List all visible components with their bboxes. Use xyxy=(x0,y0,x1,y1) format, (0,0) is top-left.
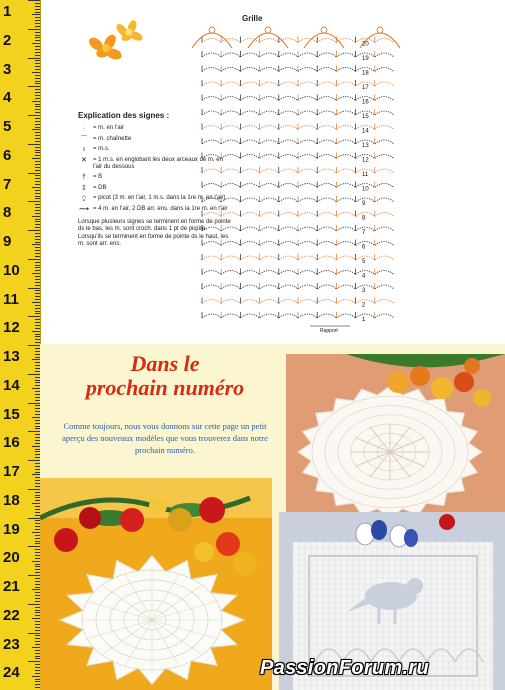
ruler-tick xyxy=(28,518,40,519)
ruler-tick xyxy=(35,207,40,208)
ruler-tick xyxy=(28,115,40,116)
ruler-tick xyxy=(35,155,40,156)
ruler-number: 12 xyxy=(3,319,20,337)
ruler-tick xyxy=(28,230,40,231)
watermark-text: PassionForum.ru xyxy=(260,657,429,679)
ruler-tick xyxy=(35,299,40,300)
ruler-tick xyxy=(35,138,40,139)
diagram-row-number: 11 xyxy=(362,172,369,178)
ruler-number: 13 xyxy=(3,348,20,365)
ruler-number: 9 xyxy=(3,233,12,250)
diagram-row-number: 16 xyxy=(362,99,369,106)
ruler-tick xyxy=(28,546,40,547)
ruler-tick xyxy=(32,474,40,475)
ruler-tick xyxy=(35,190,40,191)
headline-line-1: Dans le xyxy=(130,351,200,376)
ruler-tick xyxy=(35,141,40,142)
ruler-tick xyxy=(28,316,40,317)
ruler-number: 2 xyxy=(3,31,12,49)
ruler-tick xyxy=(28,173,40,174)
ruler-tick xyxy=(35,49,40,50)
ruler-tick xyxy=(35,290,40,291)
next-issue-headline xyxy=(54,352,276,400)
ruler-tick xyxy=(35,98,40,99)
ruler-tick xyxy=(35,95,40,96)
ruler-number: 7 xyxy=(3,175,12,193)
ruler-tick xyxy=(28,575,40,576)
diagram-row-number: 1 xyxy=(362,317,366,323)
ruler-tick xyxy=(35,247,40,248)
ruler-tick xyxy=(35,311,40,312)
ruler-tick xyxy=(35,150,40,151)
ruler-tick xyxy=(35,147,40,148)
legend-text: = m. en l'air xyxy=(93,125,124,132)
legend-symbol: ⟿ xyxy=(78,205,90,213)
ruler-tick xyxy=(35,81,40,82)
ruler-tick xyxy=(35,3,40,4)
ruler-tick xyxy=(35,233,40,234)
doily-photo-round xyxy=(40,478,272,690)
ruler-tick xyxy=(32,187,40,188)
ruler-tick xyxy=(32,101,40,102)
ruler-tick xyxy=(35,196,40,197)
ruler-number: 21 xyxy=(3,578,20,595)
legend-row xyxy=(78,146,232,153)
ruler-tick xyxy=(35,6,40,7)
ruler-tick xyxy=(35,75,40,76)
ruler-number: 8 xyxy=(3,204,12,222)
ruler-number: 14 xyxy=(3,376,20,394)
diagram-title: Grille xyxy=(242,14,263,23)
ruler-tick xyxy=(28,259,40,260)
diagram-row-number: 10 xyxy=(362,186,369,193)
diagram-row-number: 5 xyxy=(362,259,366,265)
ruler-tick xyxy=(35,213,40,214)
ruler-tick xyxy=(35,250,40,251)
ruler-tick xyxy=(35,109,40,110)
ruler-tick xyxy=(35,198,40,199)
ruler-tick xyxy=(35,106,40,107)
ruler-tick xyxy=(35,20,40,21)
ruler-tick xyxy=(35,308,40,309)
ruler-tick xyxy=(35,170,40,171)
diagram-row-number: 8 xyxy=(362,215,366,222)
ruler-tick xyxy=(32,589,40,590)
diagram-row-number: 3 xyxy=(362,288,366,294)
ruler-tick xyxy=(28,0,40,1)
ruler-tick xyxy=(35,227,40,228)
ruler-tick xyxy=(35,135,40,136)
ruler-tick xyxy=(32,647,40,648)
legend-row xyxy=(78,206,232,213)
diagram-row-number: 4 xyxy=(362,273,366,280)
ruler-tick xyxy=(32,72,40,73)
ruler-tick xyxy=(32,388,40,389)
ruler-tick xyxy=(35,193,40,194)
diagram-row-number: 13 xyxy=(362,143,369,149)
diagram-row-number: 17 xyxy=(362,85,369,91)
ruler-tick xyxy=(32,618,40,619)
ruler-tick xyxy=(28,403,40,404)
ruler-tick xyxy=(35,270,40,271)
ruler-tick xyxy=(35,175,40,176)
ruler-tick xyxy=(35,265,40,266)
diagram-row-number: 12 xyxy=(362,157,369,164)
ruler-tick xyxy=(35,23,40,24)
ruler-tick xyxy=(32,158,40,159)
diagram-row-number: 18 xyxy=(362,70,369,77)
ruler-tick xyxy=(35,279,40,280)
ruler-number: 19 xyxy=(3,520,20,538)
legend-row xyxy=(78,195,232,202)
diagram-row-number: 6 xyxy=(362,244,366,251)
ruler-tick xyxy=(28,489,40,490)
ruler-number: 5 xyxy=(3,118,12,135)
ruler-tick xyxy=(35,224,40,225)
ruler-tick xyxy=(35,9,40,10)
round-doily xyxy=(60,556,244,685)
ruler-tick xyxy=(32,503,40,504)
legend-symbol: ‡ xyxy=(82,184,86,192)
legend-text: = DB xyxy=(93,184,107,191)
diagram-row-number: 20 xyxy=(362,41,369,48)
ruler-tick xyxy=(28,374,40,375)
ruler-tick xyxy=(35,239,40,240)
ruler-tick xyxy=(35,66,40,67)
ruler-tick xyxy=(35,285,40,286)
ruler-tick xyxy=(32,43,40,44)
ruler-number: 16 xyxy=(3,434,20,452)
legend-row xyxy=(78,174,232,181)
ruler-tick xyxy=(32,417,40,418)
ruler-tick xyxy=(35,152,40,153)
ruler-number: 20 xyxy=(3,549,20,567)
ruler-tick xyxy=(35,112,40,113)
diagram-row-number: 7 xyxy=(362,230,366,236)
ruler-number: 24 xyxy=(3,664,20,682)
ruler-number: 10 xyxy=(3,261,20,279)
ruler-tick xyxy=(35,204,40,205)
ruler-tick xyxy=(35,293,40,294)
ruler-tick xyxy=(35,210,40,211)
ruler-tick xyxy=(35,305,40,306)
legend-text: = B xyxy=(93,174,103,181)
ruler-tick xyxy=(32,244,40,245)
ruler-tick xyxy=(35,40,40,41)
legend-symbol: ı xyxy=(83,146,85,154)
ruler-tick xyxy=(35,178,40,179)
ruler-number: 6 xyxy=(3,146,12,164)
ruler-tick xyxy=(32,302,40,303)
ruler-tick xyxy=(35,118,40,119)
next-issue-blurb: Comme toujours, nous vous donnons sur cette page un petit aperçu des nouveaux modèles que vous trouverez dans notre prochain numéro. xyxy=(62,421,268,455)
ruler-tick xyxy=(28,604,40,605)
flower-logo xyxy=(84,18,146,66)
ruler-tick xyxy=(35,219,40,220)
symbol-legend xyxy=(78,112,232,249)
ruler-tick xyxy=(32,331,40,332)
ruler-tick xyxy=(32,14,40,15)
ruler-tick xyxy=(35,92,40,93)
ruler-tick xyxy=(28,460,40,461)
doily-photo-table xyxy=(286,354,505,530)
legend-text: = 4 m. en l'air, 2 DB arr. ens. dans la 1re m. en l'air xyxy=(93,205,228,212)
ruler-tick xyxy=(35,167,40,168)
ruler-tick xyxy=(35,46,40,47)
ruler-tick xyxy=(35,313,40,314)
legend-text: = m.s. xyxy=(93,146,110,153)
diagram-top-scallops xyxy=(192,27,400,48)
legend-note: Lorsque plusieurs signes se terminent en forme de pointe ds le bas, les m. sont croch. dans 1 pt de piqûre. Lorsqu'ils se terminent en forme de pointe ds le haut, les m. sont arr. ens. xyxy=(78,219,231,248)
ruler-tick xyxy=(32,561,40,562)
ruler-tick xyxy=(35,104,40,105)
legend-row xyxy=(78,125,232,132)
ruler-tick xyxy=(35,32,40,33)
legend-symbol: ⌒ xyxy=(80,135,88,143)
ruler-tick xyxy=(32,532,40,533)
ruler-tick xyxy=(35,164,40,165)
ruler-tick xyxy=(35,282,40,283)
diagram-row-number: 15 xyxy=(362,114,369,120)
ruler-tick xyxy=(28,201,40,202)
ruler-tick xyxy=(35,127,40,128)
ruler-tick xyxy=(35,63,40,64)
legend-symbol: ✕ xyxy=(81,156,87,164)
ruler-tick xyxy=(35,336,40,337)
legend-row xyxy=(78,185,232,192)
ruler-tick xyxy=(28,633,40,634)
legend-row xyxy=(78,157,232,172)
rapport-label: Rapport xyxy=(320,328,338,334)
ruler-number: 18 xyxy=(3,491,20,509)
ruler-number: 3 xyxy=(3,60,12,78)
diagram-row-number: 9 xyxy=(362,201,366,207)
ruler-tick xyxy=(35,60,40,61)
ruler-tick xyxy=(28,431,40,432)
ruler-number: 11 xyxy=(3,290,19,308)
ruler-tick xyxy=(35,124,40,125)
ruler-tick xyxy=(35,322,40,323)
ruler-tick xyxy=(35,256,40,257)
ruler-tick xyxy=(28,29,40,30)
legend-text: = m. chaînette xyxy=(93,135,132,142)
ruler-tick xyxy=(28,86,40,87)
ruler-tick xyxy=(35,26,40,27)
ruler-tick xyxy=(35,342,40,343)
ruler-tick xyxy=(35,181,40,182)
ruler-tick xyxy=(32,359,40,360)
ruler-tick xyxy=(35,12,40,13)
legend-text: = picot (3 m. en l'air, 1 m.s. dans la 1re m. en l'air) xyxy=(93,195,226,202)
ruler-tick xyxy=(35,89,40,90)
ruler-tick xyxy=(35,267,40,268)
ruler-tick xyxy=(35,69,40,70)
diagram-row-number: 19 xyxy=(362,56,369,62)
ruler-tick xyxy=(28,345,40,346)
ruler-tick xyxy=(28,58,40,59)
ruler-tick xyxy=(35,132,40,133)
ruler-tick xyxy=(32,446,40,447)
ruler-tick xyxy=(35,78,40,79)
legend-symbol: · xyxy=(82,125,86,133)
ruler-tick xyxy=(35,121,40,122)
ruler-tick xyxy=(35,236,40,237)
ruler-tick xyxy=(35,319,40,320)
ruler-tick xyxy=(35,184,40,185)
ruler-tick xyxy=(28,661,40,662)
ruler-tick xyxy=(32,129,40,130)
ruler-tick xyxy=(35,83,40,84)
ruler-tick xyxy=(35,242,40,243)
ruler-number: 1 xyxy=(3,3,12,20)
legend-text: = 1 m.s. en englobant les deux arceaux de m. en l'air du dessous xyxy=(93,156,223,171)
diagram-row-number: 2 xyxy=(362,302,366,309)
rose-icon xyxy=(439,514,455,530)
ruler-number: 15 xyxy=(3,405,20,423)
ruler-tick xyxy=(35,328,40,329)
ruler-tick xyxy=(35,161,40,162)
ruler-tick xyxy=(32,216,40,217)
legend-symbol: † xyxy=(82,174,86,182)
ruler-tick xyxy=(35,325,40,326)
ruler-tick xyxy=(35,276,40,277)
ruler-number: 23 xyxy=(3,635,20,653)
ruler-tick xyxy=(35,55,40,56)
ruler-number: 22 xyxy=(3,606,20,624)
ruler-tick xyxy=(35,52,40,53)
side-ruler xyxy=(0,0,41,690)
ruler-number: 4 xyxy=(3,89,12,107)
ruler-tick xyxy=(28,288,40,289)
headline-line-2: prochain numéro xyxy=(85,375,245,400)
legend-title: Explication des signes : xyxy=(78,111,170,120)
ruler-tick xyxy=(35,262,40,263)
ruler-tick xyxy=(32,676,40,677)
ruler-tick xyxy=(35,296,40,297)
ruler-tick xyxy=(35,253,40,254)
ruler-tick xyxy=(28,144,40,145)
ruler-tick xyxy=(35,35,40,36)
legend-row xyxy=(78,136,232,143)
ruler-tick xyxy=(35,339,40,340)
ruler-tick xyxy=(32,273,40,274)
legend-symbol: ⍜ xyxy=(81,195,87,203)
ruler-tick xyxy=(35,17,40,18)
ruler-tick xyxy=(35,334,40,335)
ruler-tick xyxy=(35,37,40,38)
ruler-tick xyxy=(35,221,40,222)
ruler-number: 17 xyxy=(3,463,20,480)
diagram-row-number: 14 xyxy=(362,128,369,135)
